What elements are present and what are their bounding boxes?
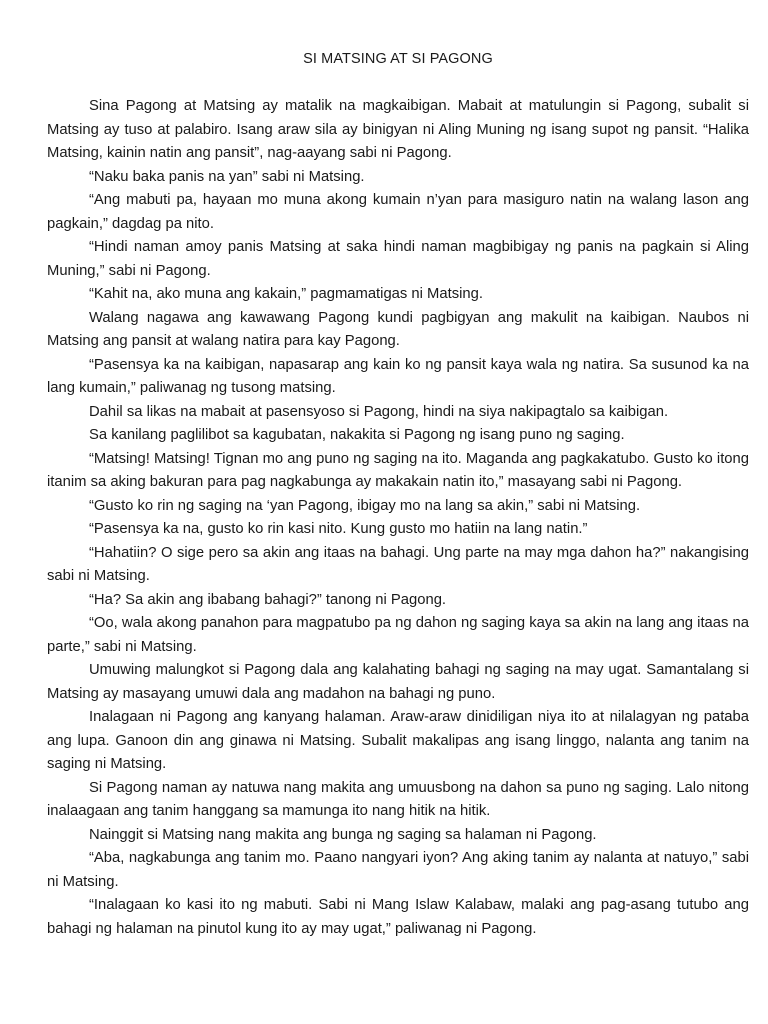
paragraph: Dahil sa likas na mabait at pasensyoso si Pagong, hindi na siya nakipagtalo sa kaibigan. bbox=[89, 403, 669, 420]
paragraph: “Kahit na, ako muna ang kakain,” pagmamatigas ni Matsing. bbox=[89, 286, 483, 302]
paragraph: Walang nagawa ang kawawang Pagong kundi pagbigyan ang makulit na kaibigan. Naubos ni Matsing ang pansit at walang natira para kay Pagong. bbox=[47, 309, 749, 349]
paragraph: “Ang mabuti pa, hayaan mo muna akong kumain n’yan para masiguro natin na walang lason ang pagkain,” dagdag pa nito. bbox=[47, 192, 749, 232]
paragraph: “Aba, nagkabunga ang tanim mo. Paano nangyari iyon? Ang aking tanim ay nalanta at natuyo,” sabi ni Matsing. bbox=[47, 850, 749, 890]
paragraph: “Pasensya ka na kaibigan, napasarap ang kain ko ng pansit kaya wala ng natira. Sa susunod ka na lang kumain,” paliwanag ng tusong matsing. bbox=[47, 356, 749, 396]
paragraph: Inalagaan ni Pagong ang kanyang halaman. Araw-araw dinidiligan niya ito at nilalagyan ng pataba ang lupa. Ganoon din ang ginawa ni Matsing. Subalit makalipas ang isang linggo, nalanta ang tanim na saging ni Matsing. bbox=[47, 709, 749, 772]
paragraph: “Hahatiin? O sige pero sa akin ang itaas na bahagi. Ung parte na may mga dahon ha?” nakangising sabi ni Matsing. bbox=[47, 544, 749, 584]
paragraph: “Gusto ko rin ng saging na ‘yan Pagong, ibigay mo na lang sa akin,” sabi ni Matsing. bbox=[89, 497, 641, 514]
paragraph: “Hindi naman amoy panis Matsing at saka hindi naman magbibigay ng panis na pagkain si Aling Muning,” sabi ni Pagong. bbox=[47, 239, 749, 279]
paragraph: Sa kanilang paglilibot sa kagubatan, nakakita si Pagong ng isang puno ng saging. bbox=[89, 427, 625, 443]
paragraph: Nainggit si Matsing nang makita ang bunga ng saging sa halaman ni Pagong. bbox=[89, 826, 597, 843]
paragraph: “Pasensya ka na, gusto ko rin kasi nito. Kung gusto mo hatiin na lang natin.” bbox=[89, 521, 588, 537]
paragraph: Sina Pagong at Matsing ay matalik na magkaibigan. Mabait at matulungin si Pagong, subalit si Matsing ay tuso at palabiro. Isang araw sila ay binigyan ni Aling Muning ng isang supot ng pansit. “Halika Matsing, kainin natin ang pansit”, nag-aayang sabi ni Pagong. bbox=[47, 98, 749, 161]
paragraph: “Naku baka panis na yan” sabi ni Matsing. bbox=[89, 168, 365, 185]
page-title: SI MATSING AT SI PAGONG bbox=[303, 51, 493, 67]
paragraph: “Ha? Sa akin ang ibabang bahagi?” tanong ni Pagong. bbox=[89, 591, 447, 608]
paragraph: “Oo, wala akong panahon para magpatubo pa ng dahon ng saging kaya sa akin na lang ang itaas na parte,” sabi ni Matsing. bbox=[47, 615, 749, 655]
paragraph: Si Pagong naman ay natuwa nang makita ang umuusbong na dahon sa puno ng saging. Lalo nitong inalaagaan ang tanim hanggang sa mamunga ito nang hitik na hitik. bbox=[47, 779, 749, 819]
paragraph: “Matsing! Matsing! Tignan mo ang puno ng saging na ito. Maganda ang pagkakatubo. Gusto ko itong itanim sa aking bakuran para pag nagkabunga ay makakain natin ito,” masayang sabi ni Pagong. bbox=[47, 450, 749, 490]
paragraph: Umuwing malungkot si Pagong dala ang kalahating bahagi ng saging na may ugat. Samantalang si Matsing ay masayang umuwi dala ang madahon na bahagi ng puno. bbox=[47, 662, 749, 702]
story-body bbox=[47, 95, 749, 941]
paragraph: “Inalagaan ko kasi ito ng mabuti. Sabi ni Mang Islaw Kalabaw, malaki ang pag-asang tutubo ang bahagi ng halaman na pinutol kung ito ay may ugat,” paliwanag ni Pagong. bbox=[47, 897, 749, 937]
